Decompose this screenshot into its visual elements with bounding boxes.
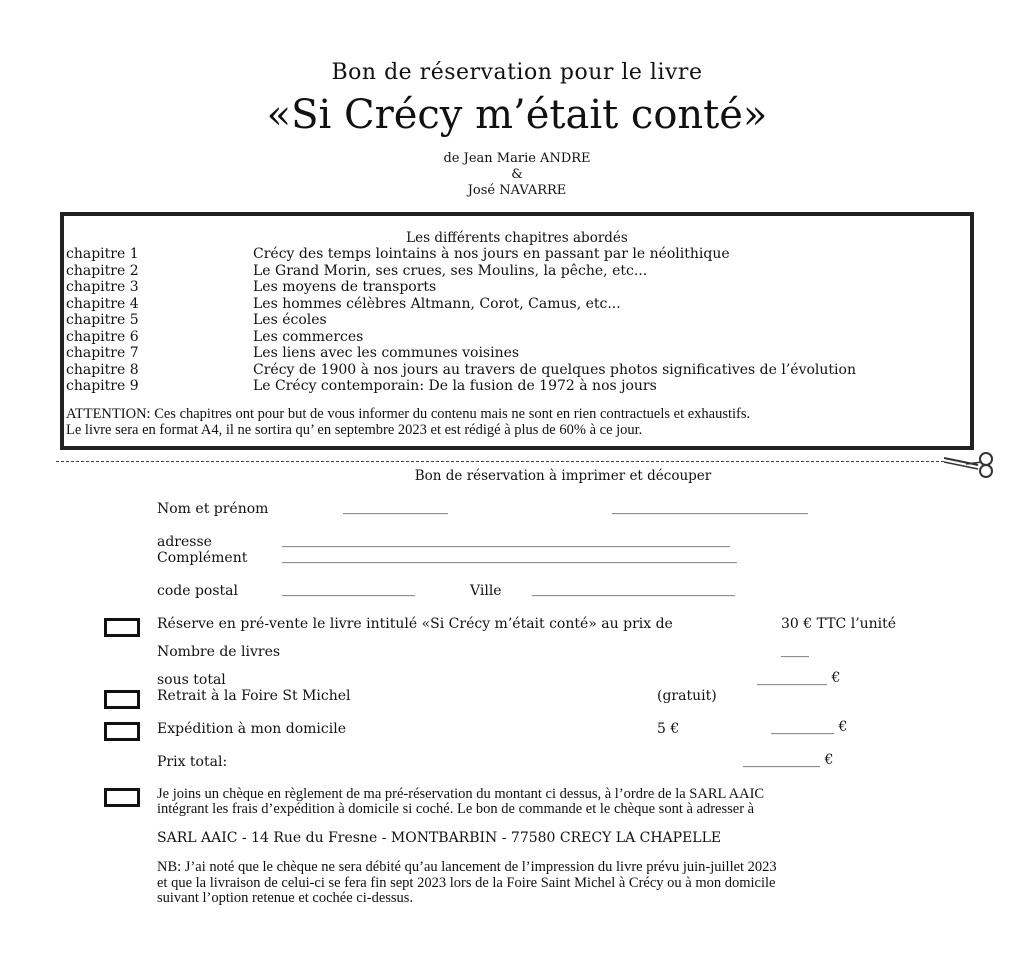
subtotal-label: sous total [157, 672, 226, 688]
ampersand: & [511, 167, 523, 182]
complement-field[interactable]: _________________________________________________________________ [282, 548, 737, 564]
postal-address: SARL AAIC - 14 Rue du Fresne - MONTBARBIN - 77580 CRECY LA CHAPELLE [157, 830, 722, 846]
address-label: adresse [157, 534, 212, 550]
cheque-checkbox[interactable] [104, 788, 140, 807]
books-label: Nombre de livres [157, 644, 281, 660]
chapter-title: Les écoles [253, 312, 327, 328]
books-field[interactable]: ____ [781, 642, 809, 658]
shipping-checkbox[interactable] [104, 722, 140, 741]
cheque-line-1: Je joins un chèque en règlement de ma pré-réservation du montant ci dessus, à l’ordre de la SARL AAIC [157, 786, 765, 802]
chapter-title: Les liens avec les communes voisines [253, 345, 520, 361]
reserve-text: Réserve en pré-vente le livre intitulé «Si Crécy m’était conté» au prix de [157, 616, 673, 632]
chapter-label: chapitre 2 [66, 262, 139, 279]
chapter-label: chapitre 3 [66, 279, 139, 295]
cut-line [56, 461, 944, 462]
city-field[interactable]: _____________________________ [532, 581, 735, 597]
shipping-field[interactable]: _________ € [771, 719, 848, 735]
total-label: Prix total: [157, 754, 228, 770]
pickup-checkbox[interactable] [104, 690, 140, 709]
chapter-title: Le Crécy contemporain: De la fusion de 1972 à nos jours [253, 378, 657, 394]
book-title: «Si Crécy m’était conté» [266, 92, 768, 138]
chapter-title: Les hommes célèbres Altmann, Corot, Camus, etc... [253, 295, 621, 312]
author-1: de Jean Marie ANDRE [443, 151, 591, 166]
city-label: Ville [470, 583, 502, 599]
chapter-title: Crécy des temps lointains à nos jours en passant par le néolithique [253, 246, 730, 262]
attention-line-1: ATTENTION: Ces chapitres ont pour but de vous informer du contenu mais ne sont en rien contractuels et exhaustifs. [66, 406, 751, 422]
subtitle: Bon de réservation pour le livre [331, 60, 703, 85]
chapter-title: Crécy de 1900 à nos jours au travers de quelques photos significatives de l’évolution [253, 361, 856, 378]
pickup-label: Retrait à la Foire St Michel [157, 688, 351, 704]
total-field[interactable]: ___________ € [743, 752, 834, 768]
chapter-label: chapitre 6 [66, 328, 139, 345]
nb-line-3: suivant l’option retenue et cochée ci-dessus. [157, 890, 414, 906]
chapter-label: chapitre 1 [66, 246, 139, 262]
postal-label: code postal [157, 583, 238, 599]
name-label: Nom et prénom [157, 501, 269, 517]
shipping-label: Expédition à mon domicile [157, 721, 346, 737]
pickup-price: (gratuit) [657, 688, 717, 704]
author-2: José NAVARRE [467, 183, 567, 198]
chapter-title: Le Grand Morin, ses crues, ses Moulins, la pêche, etc... [253, 262, 648, 279]
chapter-title: Les moyens de transports [253, 279, 437, 295]
chapter-label: chapitre 4 [66, 295, 139, 312]
complement-label: Complément [157, 550, 248, 566]
postal-field[interactable]: ___________________ [282, 581, 415, 597]
chapter-title: Les commerces [253, 328, 364, 345]
chapter-label: chapitre 7 [66, 345, 139, 361]
name-field-first[interactable]: _______________ [343, 499, 448, 515]
reserve-checkbox[interactable] [104, 618, 140, 637]
chapter-label: chapitre 8 [66, 361, 139, 378]
chapter-label: chapitre 5 [66, 312, 139, 328]
cheque-line-2: intégrant les frais d’expédition à domicile si coché. Le bon de commande et le chèque sont à adresser à [157, 801, 755, 817]
subtotal-field[interactable]: __________ € [757, 670, 841, 686]
chapters-heading: Les différents chapitres abordés [406, 230, 628, 246]
nb-line-1: NB: J’ai noté que le chèque ne sera débité qu’au lancement de l’impression du livre prévu juin-juillet 2023 [157, 859, 777, 875]
shipping-price: 5 € [657, 721, 680, 737]
name-field-last[interactable]: ____________________________ [612, 499, 808, 515]
form-heading: Bon de réservation à imprimer et découper [414, 468, 712, 484]
nb-line-2: et que la livraison de celui-ci se fera fin sept 2023 lors de la Foire Saint Michel à Crécy ou à mon domicile [157, 875, 776, 891]
unit-price: 30 € TTC l’unité [781, 616, 897, 632]
address-field[interactable]: ________________________________________________________________ [282, 532, 730, 548]
attention-line-2: Le livre sera en format A4, il ne sortira qu’ en septembre 2023 et est rédigé à plus de 60% à ce jour. [66, 422, 643, 438]
chapter-label: chapitre 9 [66, 378, 139, 394]
